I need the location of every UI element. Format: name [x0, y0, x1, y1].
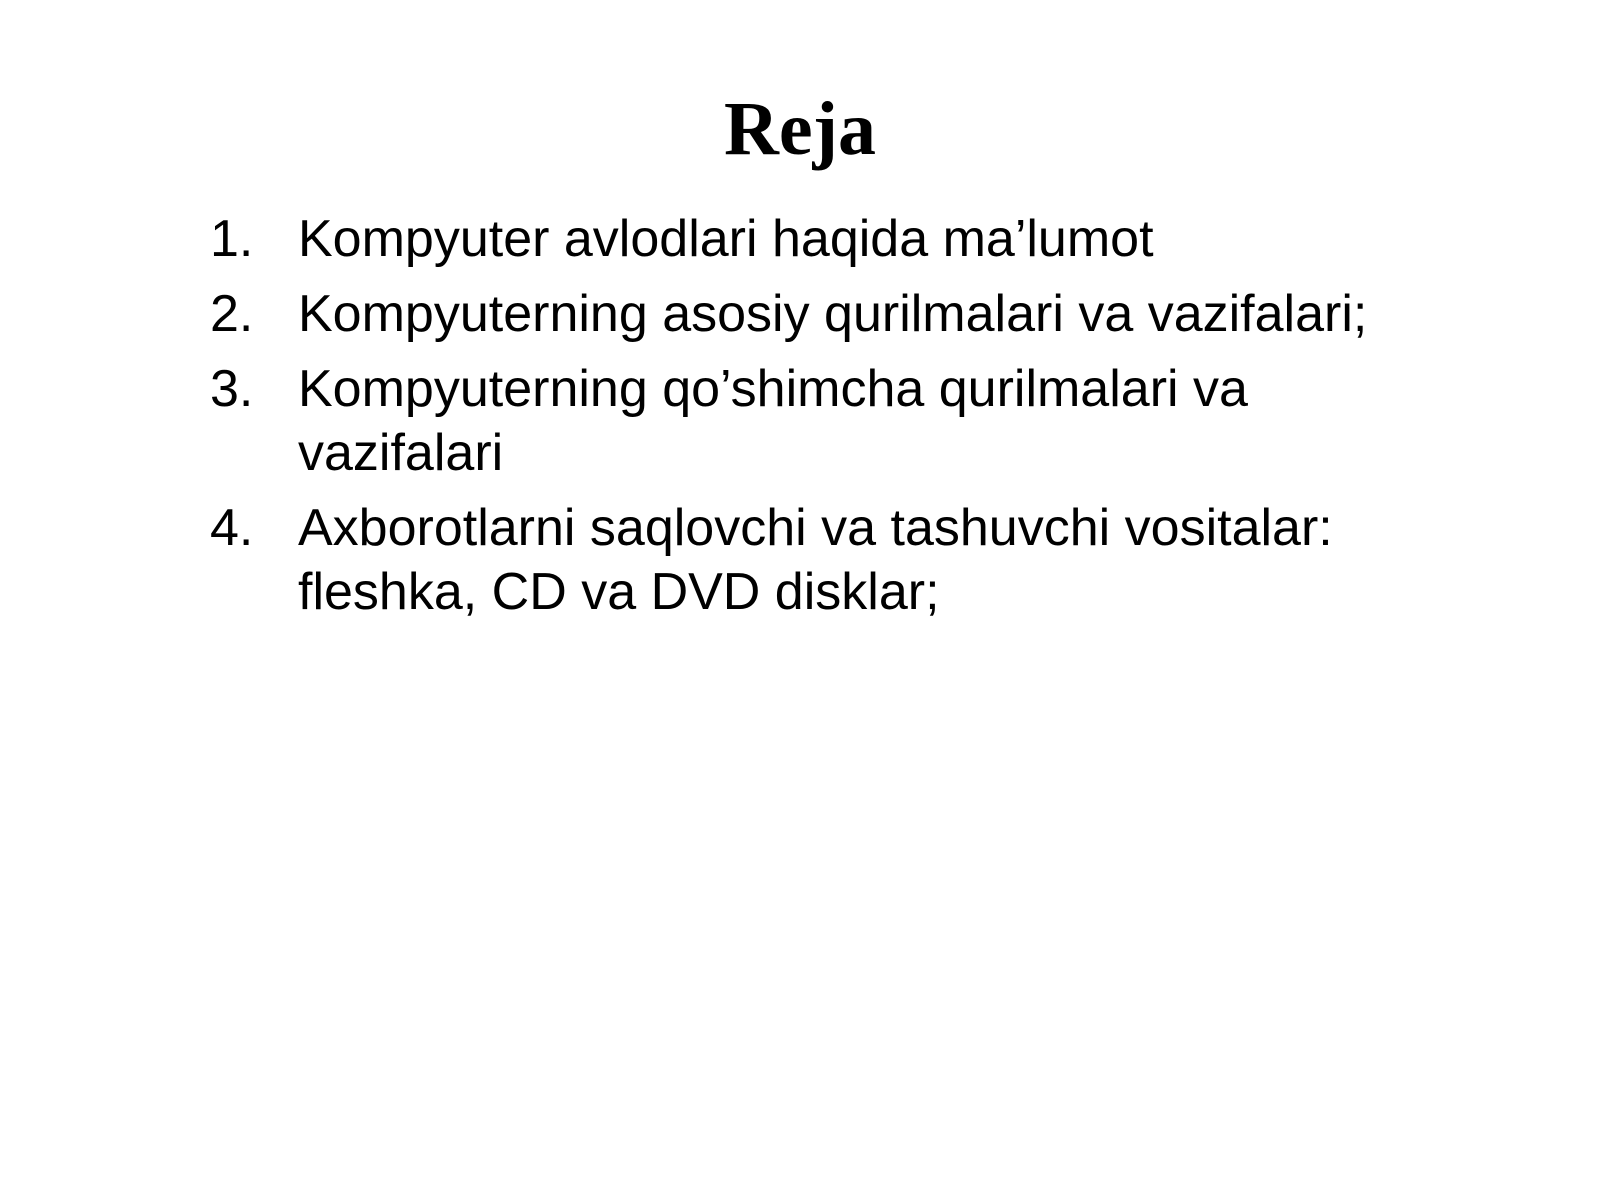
- list-item-number: 3.: [210, 360, 254, 418]
- plan-list: [210, 207, 1390, 635]
- list-item-text: Kompyuter avlodlari haqida ma’lumot: [298, 210, 1154, 268]
- list-item-text: Kompyuterning qo’shimcha qurilmalari va vazifalari: [298, 360, 1248, 482]
- list-item-text: Axborotlarni saqlovchi va tashuvchi vositalar: fleshka, CD va DVD disklar;: [298, 499, 1333, 621]
- list-item: [210, 207, 1390, 271]
- list-item-number: 2.: [210, 285, 254, 343]
- list-item: [210, 282, 1390, 346]
- list-item: [210, 496, 1390, 624]
- list-item-number: 4.: [210, 499, 254, 557]
- list-item: [210, 357, 1390, 485]
- slide-title: Reja: [724, 87, 876, 171]
- list-item-text: Kompyuterning asosiy qurilmalari va vazifalari;: [298, 285, 1368, 343]
- list-item-number: 1.: [210, 210, 254, 268]
